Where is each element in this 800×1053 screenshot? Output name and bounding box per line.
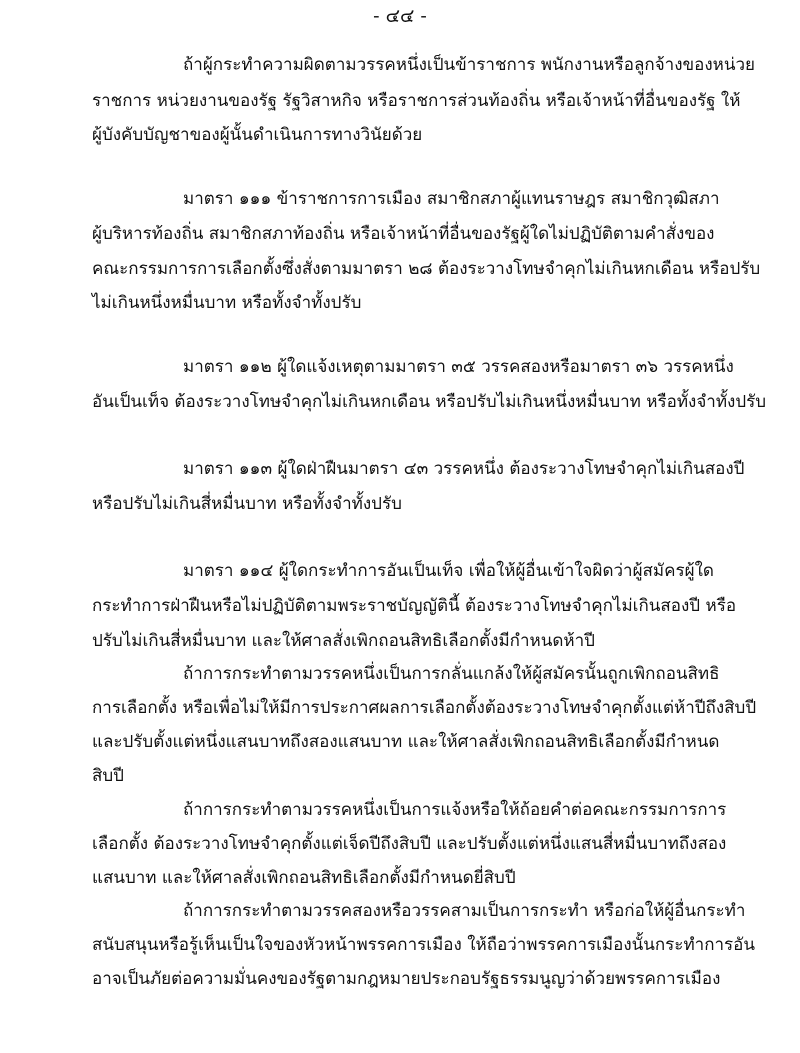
text-line: กระทำการฝ่าฝืนหรือไม่ปฏิบัติตามพระราชบัญญัตินี้ ต้องระวางโทษจำคุกไม่เกินสองปี หรือ xyxy=(92,596,737,616)
text-line: อันเป็นเท็จ ต้องระวางโทษจำคุกไม่เกินหกเดือน หรือปรับไม่เกินหนึ่งหมื่นบาท หรือทั้งจำทั้งปรับ xyxy=(92,392,767,412)
text-line: เลือกตั้ง ต้องระวางโทษจำคุกตั้งแต่เจ็ดปีถึงสิบปี และปรับตั้งแต่หนึ่งแสนสี่หมื่นบาทถึงสอง xyxy=(92,834,727,854)
text-line: ผู้บริหารท้องถิ่น สมาชิกสภาท้องถิ่น หรือเจ้าหน้าที่อื่นของรัฐผู้ใดไม่ปฏิบัติตามคำสั่งของ xyxy=(92,224,715,244)
text-line: ผู้บังคับบัญชาของผู้นั้นดำเนินการทางวินัยด้วย xyxy=(92,125,423,145)
text-line: อาจเป็นภัยต่อความมั่นคงของรัฐตามกฎหมายประกอบรัฐธรรมนูญว่าด้วยพรรคการเมือง xyxy=(92,969,721,989)
text-line: ไม่เกินหนึ่งหมื่นบาท หรือทั้งจำทั้งปรับ xyxy=(92,293,362,313)
text-line: ถ้าการกระทำตามวรรคหนึ่งเป็นการแจ้งหรือให้ถ้อยคำต่อคณะกรรมการการ xyxy=(183,800,727,820)
text-line: การเลือกตั้ง หรือเพื่อไม่ให้มีการประกาศผลการเลือกตั้งต้องระวางโทษจำคุกตั้งแต่ห้าปีถึงสิบปี xyxy=(92,698,757,718)
text-line: คณะกรรมการการเลือกตั้งซึ่งสั่งตามมาตรา ๒๘ ต้องระวางโทษจำคุกไม่เกินหกเดือน หรือปรับ xyxy=(92,259,761,279)
text-line: แสนบาท และให้ศาลสั่งเพิกถอนสิทธิเลือกตั้งมีกำหนดยี่สิบปี xyxy=(92,868,516,888)
text-line: ราชการ หน่วยงานของรัฐ รัฐวิสาหกิจ หรือราชการส่วนท้องถิ่น หรือเจ้าหน้าที่อื่นของรัฐ ให้ xyxy=(92,91,741,111)
text-line: มาตรา ๑๑๑ ข้าราชการการเมือง สมาชิกสภาผู้แทนราษฎร สมาชิกวุฒิสภา xyxy=(183,189,720,209)
text-line: สนับสนุนหรือรู้เห็นเป็นใจของหัวหน้าพรรคการเมือง ให้ถือว่าพรรคการเมืองนั้นกระทำการอัน xyxy=(92,935,755,955)
text-line: หรือปรับไม่เกินสี่หมื่นบาท หรือทั้งจำทั้งปรับ xyxy=(92,494,402,514)
text-line: ถ้าการกระทำตามวรรคหนึ่งเป็นการกลั่นแกล้งให้ผู้สมัครนั้นถูกเพิกถอนสิทธิ xyxy=(183,664,720,684)
text-line: และปรับตั้งแต่หนึ่งแสนบาทถึงสองแสนบาท และให้ศาลสั่งเพิกถอนสิทธิเลือกตั้งมีกำหนด xyxy=(92,732,720,752)
text-line: ปรับไม่เกินสี่หมื่นบาท และให้ศาลสั่งเพิกถอนสิทธิเลือกตั้งมีกำหนดห้าปี xyxy=(92,631,595,651)
text-line: มาตรา ๑๑๓ ผู้ใดฝ่าฝืนมาตรา ๔๓ วรรคหนึ่ง ต้องระวางโทษจำคุกไม่เกินสองปี xyxy=(183,459,745,479)
text-line: สิบปี xyxy=(92,766,124,786)
text-line: มาตรา ๑๑๒ ผู้ใดแจ้งเหตุตามมาตรา ๓๕ วรรคสองหรือมาตรา ๓๖ วรรคหนึ่ง xyxy=(183,357,734,377)
page-number: - ๔๔ - xyxy=(373,5,427,27)
text-line: ถ้าผู้กระทำความผิดตามวรรคหนึ่งเป็นข้าราชการ พนักงานหรือลูกจ้างของหน่วย xyxy=(183,55,755,75)
text-line: ถ้าการกระทำตามวรรคสองหรือวรรคสามเป็นการกระทำ หรือก่อให้ผู้อื่นกระทำ xyxy=(183,901,746,921)
text-line: มาตรา ๑๑๔ ผู้ใดกระทำการอันเป็นเท็จ เพื่อให้ผู้อื่นเข้าใจผิดว่าผู้สมัครผู้ใด xyxy=(183,561,714,581)
